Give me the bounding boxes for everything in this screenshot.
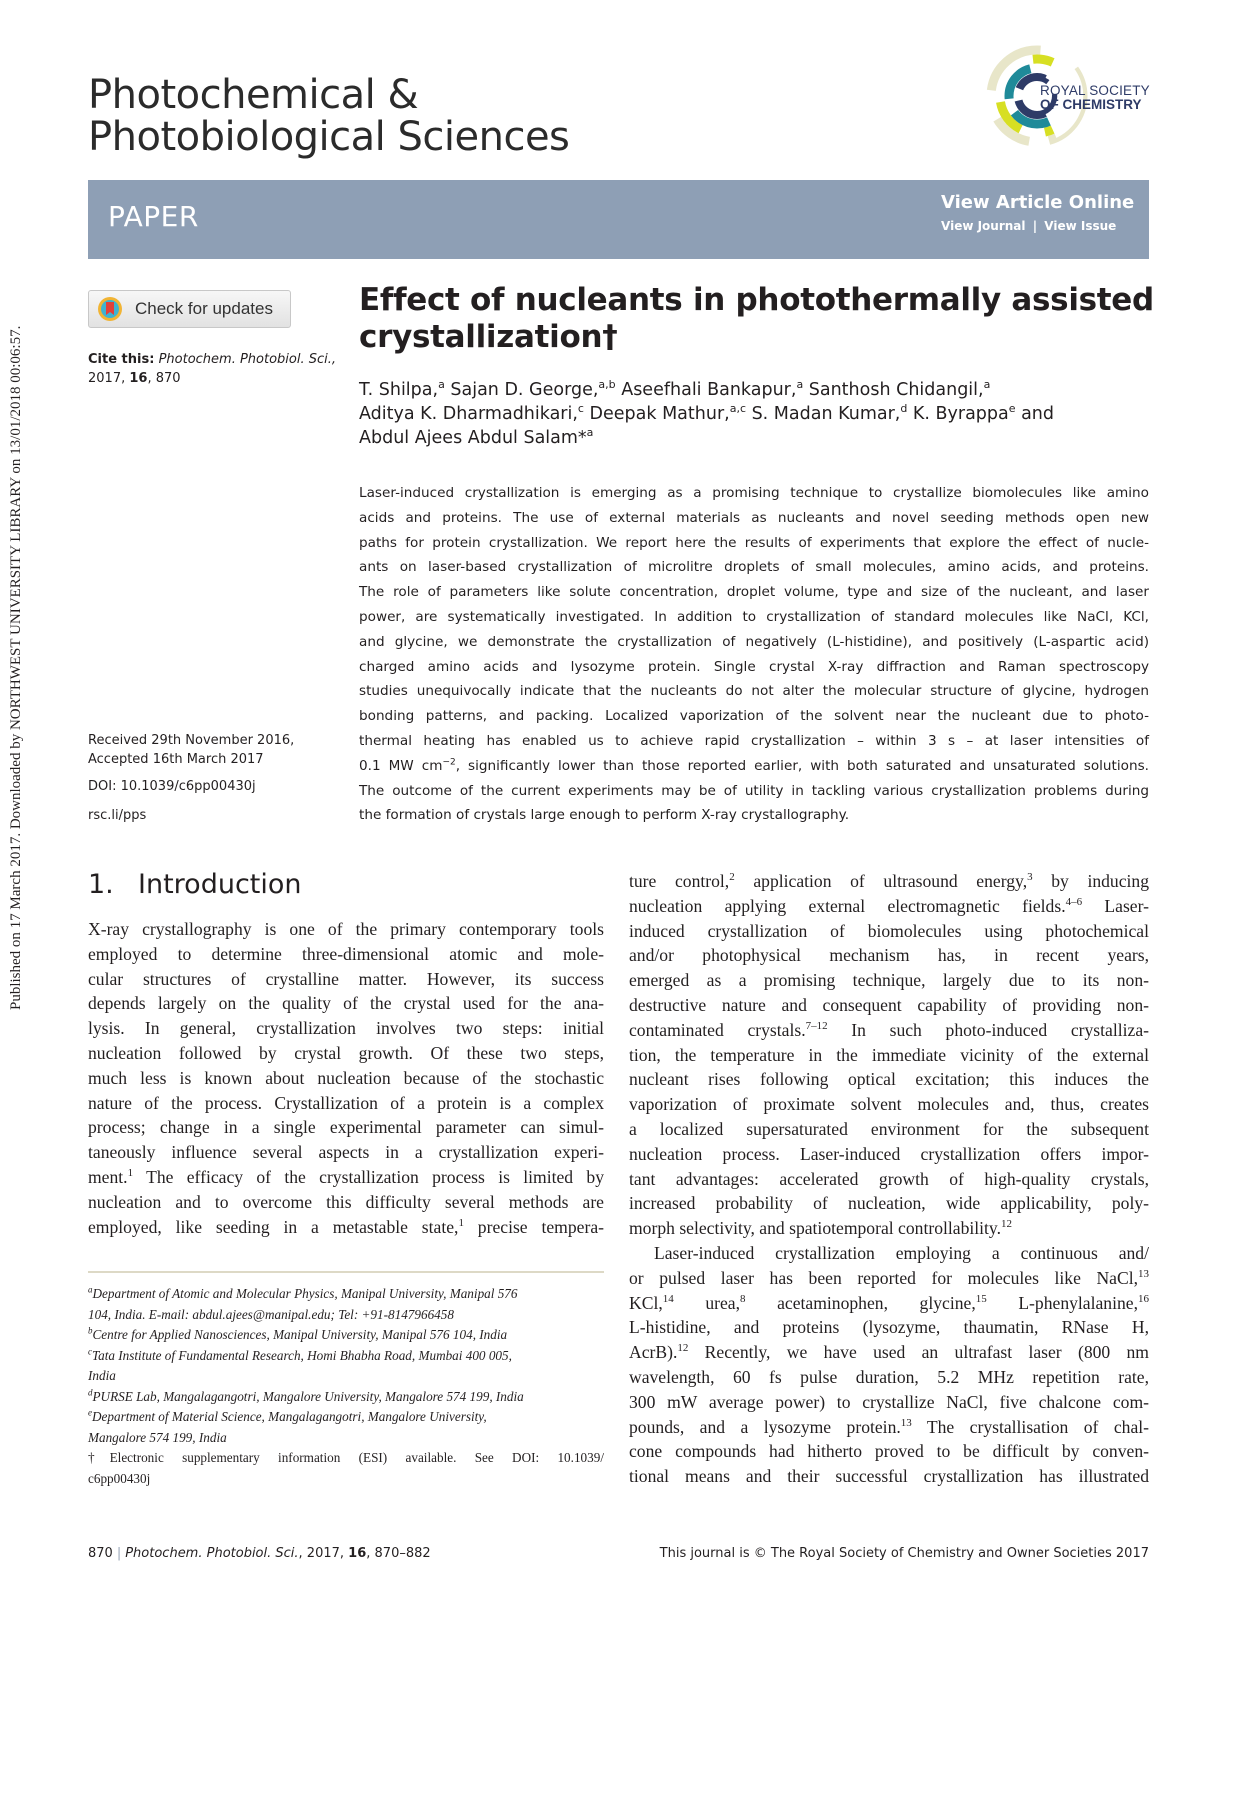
abstract <box>359 481 1149 828</box>
body-line: nucleation and to overcome this difficulty several methods are <box>88 1191 604 1212</box>
author-affiliation: a <box>796 378 804 392</box>
crossmark-icon <box>97 296 123 322</box>
body-line: tant advantages: accelerated growth of high-quality crystals, <box>629 1168 1149 1189</box>
body-text: application of ultrasound energy, <box>734 871 1028 891</box>
article-dates <box>88 731 348 825</box>
cite-page: , 870 <box>147 371 181 386</box>
body-line <box>629 1291 1149 1316</box>
footnote-marker: c <box>88 1346 92 1357</box>
body-line: emerged as a promising technique, largely due to its non- <box>629 970 1149 991</box>
article-type-label: PAPER <box>108 200 199 233</box>
body-line: nucleation process. Laser-induced crystallization offers impor- <box>629 1143 1149 1164</box>
author-affiliation: e <box>1008 402 1016 416</box>
footnote-marker: a <box>88 1284 93 1295</box>
author-name: Aseefhali Bankapur, <box>615 380 797 400</box>
body-line: cular structures of crystalline matter. However, its success <box>88 968 604 989</box>
body-line: much less is known about nucleation because of the stochastic <box>88 1067 604 1088</box>
abstract-superscript: −2 <box>442 757 456 768</box>
body-line <box>629 1216 1149 1241</box>
body-line <box>629 1018 1149 1043</box>
citation-ref[interactable]: 15 <box>975 1292 987 1305</box>
page-footer-left <box>88 1546 431 1561</box>
view-issue-link[interactable]: View Issue <box>1044 219 1117 233</box>
body-text: Recently, we have used an ultrafast laser (800 nm <box>688 1342 1149 1363</box>
author-name: T. Shilpa, <box>359 380 439 400</box>
body-line: nucleation followed by crystal growth. Of these two steps, <box>88 1042 604 1063</box>
abstract-line: The role of parameters like solute concentration, droplet volume, type and size of the nucleant, and laser <box>359 584 1149 601</box>
footnote-line: India <box>88 1368 116 1383</box>
footnote-marker: e <box>88 1407 92 1418</box>
author-name: Deepak Mathur, <box>583 404 730 424</box>
body-line: lysis. In general, crystallization involves two steps: initial <box>88 1018 604 1039</box>
footnote-text: PURSE Lab, Mangalagangotri, Mangalore University, Mangalore 574 199, India <box>92 1388 524 1404</box>
rsc-logo-line1: ROYAL SOCIETY <box>1040 83 1150 98</box>
body-line <box>88 1215 604 1240</box>
body-text: AcrB). <box>629 1342 678 1363</box>
author-affiliation: a,c <box>729 402 747 416</box>
body-text: by inducing <box>1032 871 1150 891</box>
author-list <box>359 378 1159 450</box>
body-line <box>88 1165 604 1190</box>
footer-volume: 16 <box>348 1546 367 1561</box>
body-text: The crystallisation of chal- <box>911 1416 1149 1437</box>
author-affiliation: c <box>577 402 584 416</box>
citation-ref[interactable]: 1 <box>127 1167 134 1180</box>
footnote-text: Centre for Applied Nanosciences, Manipal University, Manipal 576 104, India <box>92 1327 508 1342</box>
download-notice-text: Published on 17 March 2017. Downloaded by NORTHWEST UNIVERSITY LIBRARY on 13/01/2018 00:06:57. <box>8 325 24 1010</box>
abstract-line: and glycine, we demonstrate the crystallization of negatively (L-histidine), and positively (L-aspartic acid) <box>359 633 1149 650</box>
footer-journal: Photochem. Photobiol. Sci. <box>125 1546 299 1561</box>
citation-ref[interactable]: 16 <box>1138 1292 1149 1305</box>
body-text: precise tempera- <box>463 1216 604 1237</box>
footnote-line <box>88 1407 604 1428</box>
footnote-line <box>88 1387 604 1408</box>
abstract-line: ants on laser-based crystallization of microlitre droplets of small molecules, amino acids, and proteins. <box>359 559 1149 576</box>
abstract-line: bonding patterns, and packing. Localized vaporization of the solvent near the nucleant due to photo- <box>359 708 1149 725</box>
footnote-line <box>88 1325 604 1346</box>
author-affiliation: a <box>438 378 445 392</box>
body-line <box>629 1266 1149 1291</box>
author-affiliation: a <box>983 378 991 392</box>
citation-ref[interactable]: 1 <box>458 1216 464 1229</box>
copyright-notice: This journal is © The Royal Society of Chemistry and Owner Societies 2017 <box>659 1546 1149 1561</box>
body-line: L-histidine, and proteins (lysozyme, thaumatin, RNase H, <box>629 1317 1149 1338</box>
footnote-line: Mangalore 574 199, India <box>88 1429 227 1445</box>
abstract-line: power, are systematically investigated. In addition to crystallization of standard molecules like NaCl, KCl, <box>359 608 1149 625</box>
body-line: employed to determine three-dimensional atomic and mole- <box>88 943 604 964</box>
abstract-line: Laser-induced crystallization is emerging as a promising technique to crystallize biomolecules like amino <box>359 485 1149 501</box>
footnote-line: 104, India. E-mail: abdul.ajees@manipal.edu; Tel: +91-8147966458 <box>88 1306 454 1322</box>
body-text: contaminated crystals. <box>629 1019 806 1040</box>
download-notice <box>8 325 26 1800</box>
citation-ref[interactable]: 2 <box>729 871 735 884</box>
body-text: pounds, and a lysozyme protein. <box>629 1416 901 1437</box>
body-text: ment. <box>88 1166 128 1187</box>
body-column-left <box>88 917 604 1239</box>
body-line: Laser-induced crystallization employing a continuous and/ <box>654 1242 1149 1263</box>
body-text: or pulsed laser has been reported for molecules like NaCl, <box>629 1267 1138 1288</box>
body-line: nature of the process. Crystallization of a protein is a complex <box>88 1092 604 1113</box>
body-text: urea, <box>673 1292 740 1313</box>
body-text: ture control, <box>629 871 730 891</box>
body-line: depends largely on the quality of the crystal used for the ana- <box>88 993 604 1014</box>
footnote-line <box>88 1284 604 1305</box>
abstract-line: thermal heating has enabled us to achieve rapid crystallization – within 3 s – at laser intensities of <box>359 732 1149 749</box>
check-for-updates-label: Check for updates <box>135 299 273 318</box>
body-column-right <box>629 869 1149 1489</box>
journal-title-line1: Photochemical & <box>88 72 419 118</box>
body-text: Laser- <box>1082 895 1149 916</box>
cite-volume: 16 <box>129 371 148 386</box>
journal-short-link[interactable]: rsc.li/pps <box>88 808 147 823</box>
esi-footnote-line: †Electronic supplementary information (ESI) available. See DOI: 10.1039/ <box>88 1450 604 1465</box>
abstract-line: The outcome of the current experiments may be of utility in tackling various crystallization problems during <box>359 782 1149 799</box>
body-line: induced crystallization of biomolecules using photochemical <box>629 920 1149 941</box>
citation-ref[interactable]: 8 <box>740 1292 746 1305</box>
author-conjunction: and <box>1015 404 1055 424</box>
abstract-line: paths for protein crystallization. We report here the results of experiments that explore the effect of nucle- <box>359 534 1149 551</box>
affiliation-footnotes <box>88 1284 604 1489</box>
section-number: 1. <box>88 869 114 900</box>
view-journal-link[interactable]: View Journal <box>941 219 1026 233</box>
footnote-marker: b <box>88 1325 93 1336</box>
esi-footnote-line: c6pp00430j <box>88 1470 151 1486</box>
article-title-line2: crystallization† <box>359 319 618 355</box>
citation-ref[interactable]: 14 <box>662 1292 674 1305</box>
body-line: process; change in a single experimental parameter can simul- <box>88 1117 604 1138</box>
rsc-logo-text <box>1040 84 1150 112</box>
body-text: nucleation applying external electromagnetic fields. <box>629 895 1066 916</box>
footer-year: , 2017, <box>298 1546 349 1561</box>
footnote-text: Department of Atomic and Molecular Physics, Manipal University, Manipal 576 <box>92 1286 518 1301</box>
footnote-divider <box>88 1271 604 1273</box>
article-title <box>359 282 1159 356</box>
author-name: S. Madan Kumar, <box>746 404 901 424</box>
author-affiliation: a <box>586 426 594 440</box>
body-line: destructive nature and consequent capability of providing non- <box>629 994 1149 1015</box>
view-links-separator: | <box>1032 219 1038 233</box>
body-line: increased probability of nucleation, wide applicability, poly- <box>629 1193 1149 1214</box>
citation-ref[interactable]: 13 <box>900 1416 912 1429</box>
abstract-text: 0.1 MW cm <box>359 757 443 774</box>
body-text: In such photo-induced crystalliza- <box>827 1019 1149 1040</box>
citation-ref[interactable]: 4–6 <box>1065 895 1083 908</box>
body-line: 300 mW average power) to crystallize NaCl, five chalcone com- <box>629 1391 1149 1412</box>
author-affiliation: d <box>900 402 908 416</box>
abstract-line: studies unequivocally indicate that the nucleants do not alter the molecular structure of glycine, hydrogen <box>359 683 1149 700</box>
body-line <box>629 869 1149 894</box>
body-text: morph selectivity, and spatiotemporal controllability. <box>629 1218 1001 1239</box>
footer-pages: , 870–882 <box>366 1546 431 1561</box>
citation-ref[interactable]: 7–12 <box>805 1019 828 1032</box>
journal-title-line2: Photobiological Sciences <box>88 114 570 160</box>
accepted-date: Accepted 16th March 2017 <box>88 752 264 767</box>
abstract-line: acids and proteins. The use of external materials as nucleants and novel seeding methods open new <box>359 509 1149 526</box>
body-text: The efficacy of the crystallization process is limited by <box>133 1166 604 1187</box>
abstract-text: , significantly lower than those reported earlier, with both saturated and unsaturated solutions. <box>455 757 1149 774</box>
body-line: X-ray crystallography is one of the primary contemporary tools <box>88 919 604 939</box>
body-line: a localized supersaturated environment for the subsequent <box>629 1118 1149 1139</box>
author-name: Aditya K. Dharmadhikari, <box>359 404 578 424</box>
section-heading-introduction <box>88 869 302 900</box>
body-text: acetaminophen, glycine, <box>745 1292 976 1313</box>
body-line: wavelength, 60 fs pulse duration, 5.2 MHz repetition rate, <box>629 1366 1149 1387</box>
body-line <box>629 1415 1149 1440</box>
body-line: and/or photophysical mechanism has, in recent years, <box>629 945 1149 966</box>
cite-journal: Photochem. Photobiol. Sci., <box>158 352 337 367</box>
rsc-logo-line2: OF CHEMISTRY <box>1040 97 1142 112</box>
footnote-text: Department of Material Science, Mangalagangotri, Mangalore University, <box>92 1409 487 1424</box>
view-links <box>941 219 1116 233</box>
footnote-text: Tata Institute of Fundamental Research, Homi Bhabha Road, Mumbai 400 005, <box>92 1347 512 1363</box>
journal-title <box>88 74 569 158</box>
page-number: 870 <box>88 1546 113 1561</box>
citation-ref[interactable]: 3 <box>1027 871 1033 884</box>
body-line: vaporization of proximate solvent molecules and, thus, creates <box>629 1094 1149 1115</box>
citation-block <box>88 350 348 388</box>
body-line: tion, the temperature in the immediate vicinity of the external <box>629 1044 1149 1065</box>
citation-ref[interactable]: 12 <box>1001 1218 1012 1231</box>
received-date: Received 29th November 2016, <box>88 733 295 748</box>
section-title: Introduction <box>138 869 302 900</box>
cite-year: 2017, <box>88 371 126 386</box>
abstract-line: the formation of crystals large enough to perform X-ray crystallography. <box>359 807 850 824</box>
author-name: Abdul Ajees Abdul Salam* <box>359 428 587 448</box>
body-line <box>629 1340 1149 1365</box>
body-line <box>629 894 1149 919</box>
footnote-line <box>88 1346 604 1367</box>
cite-label: Cite this: <box>88 352 155 367</box>
body-text: L-phenylalanine, <box>986 1292 1138 1313</box>
citation-ref[interactable]: 13 <box>1138 1267 1149 1280</box>
body-line: tional means and their successful crystallization has illustrated <box>629 1466 1149 1487</box>
author-affiliation: a,b <box>598 378 616 392</box>
author-name: Santhosh Chidangil, <box>803 380 984 400</box>
article-title-line1: Effect of nucleants in photothermally assisted <box>359 282 1154 318</box>
body-line: nucleant rises following optical excitation; this induces the <box>629 1069 1149 1090</box>
footnote-marker: d <box>88 1387 93 1398</box>
author-name: Sajan D. George, <box>444 380 599 400</box>
abstract-line: charged amino acids and lysozyme protein. Single crystal X-ray diffraction and Raman spectroscopy <box>359 658 1149 675</box>
abstract-line <box>359 754 1149 779</box>
doi: DOI: 10.1039/c6pp00430j <box>88 779 256 794</box>
footer-separator: | <box>116 1546 122 1561</box>
body-line: cone compounds had hitherto proved to be difficult by conven- <box>629 1441 1149 1462</box>
view-article-online-link[interactable]: View Article Online <box>941 192 1135 213</box>
body-text: employed, like seeding in a metastable state, <box>88 1216 459 1237</box>
body-line: taneously influence several aspects in a crystallization experi- <box>88 1142 604 1163</box>
author-name: K. Byrappa <box>907 404 1009 424</box>
body-text: KCl, <box>629 1292 663 1313</box>
check-for-updates-button[interactable] <box>88 290 291 328</box>
citation-ref[interactable]: 12 <box>677 1342 689 1355</box>
